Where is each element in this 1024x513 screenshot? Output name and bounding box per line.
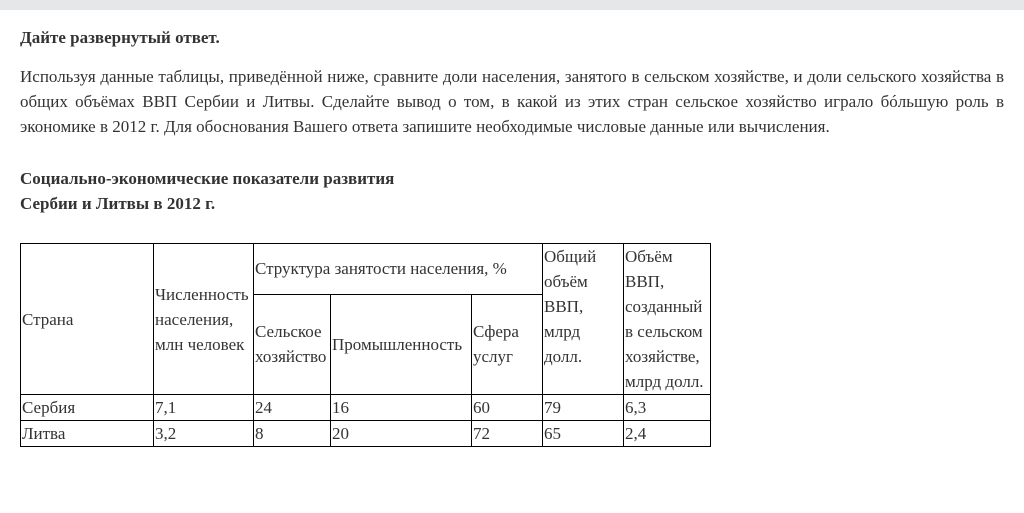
header-gdp: Общий объём ВВП, млрд долл. xyxy=(543,244,624,395)
table-title xyxy=(20,166,520,216)
cell-agri-gdp: 6,3 xyxy=(624,395,711,421)
cell-agri-gdp: 2,4 xyxy=(624,421,711,447)
table-row xyxy=(21,421,711,447)
top-bar xyxy=(0,0,1024,10)
cell-services: 60 xyxy=(472,395,543,421)
cell-country: Сербия xyxy=(21,395,154,421)
table-header-row xyxy=(21,244,711,295)
table-row xyxy=(21,395,711,421)
cell-country: Литва xyxy=(21,421,154,447)
cell-agriculture: 24 xyxy=(254,395,331,421)
header-employment-group: Структура занятости населения, % xyxy=(254,244,543,295)
header-population: Численность населения, млн человек xyxy=(154,244,254,395)
cell-gdp: 79 xyxy=(543,395,624,421)
cell-gdp: 65 xyxy=(543,421,624,447)
cell-industry: 20 xyxy=(331,421,472,447)
header-services: Сфера услуг xyxy=(472,294,543,394)
cell-population: 7,1 xyxy=(154,395,254,421)
header-industry: Промышленность xyxy=(331,294,472,394)
header-agriculture: Сельское хозяйство xyxy=(254,294,331,394)
table-title-line2: Сербии и Литвы в 2012 г. xyxy=(20,194,216,213)
header-agri-gdp: Объём ВВП, созданный в сельском хозяйстве, млрд долл. xyxy=(624,244,711,395)
task-heading: Дайте развернутый ответ. xyxy=(20,28,220,47)
cell-population: 3,2 xyxy=(154,421,254,447)
header-country: Страна xyxy=(21,244,154,395)
task-text: Используя данные таблицы, приведённой ниже, сравните доли населения, занятого в сельском хозяйстве, и доли сельского хозяйства в общих объёмах ВВП Сербии и Литвы. Сделайте вывод о том, в какой из этих стран сельское хозяйство играло бóльшую роль в экономике в 2012 г. Для обоснования Вашего ответа запишите необходимые числовые данные или вычисления. xyxy=(20,67,1004,136)
cell-agriculture: 8 xyxy=(254,421,331,447)
cell-services: 72 xyxy=(472,421,543,447)
cell-industry: 16 xyxy=(331,395,472,421)
task-content xyxy=(20,26,1004,447)
table-title-line1: Социально-экономические показатели развития xyxy=(20,169,395,188)
indicators-table xyxy=(20,243,711,447)
